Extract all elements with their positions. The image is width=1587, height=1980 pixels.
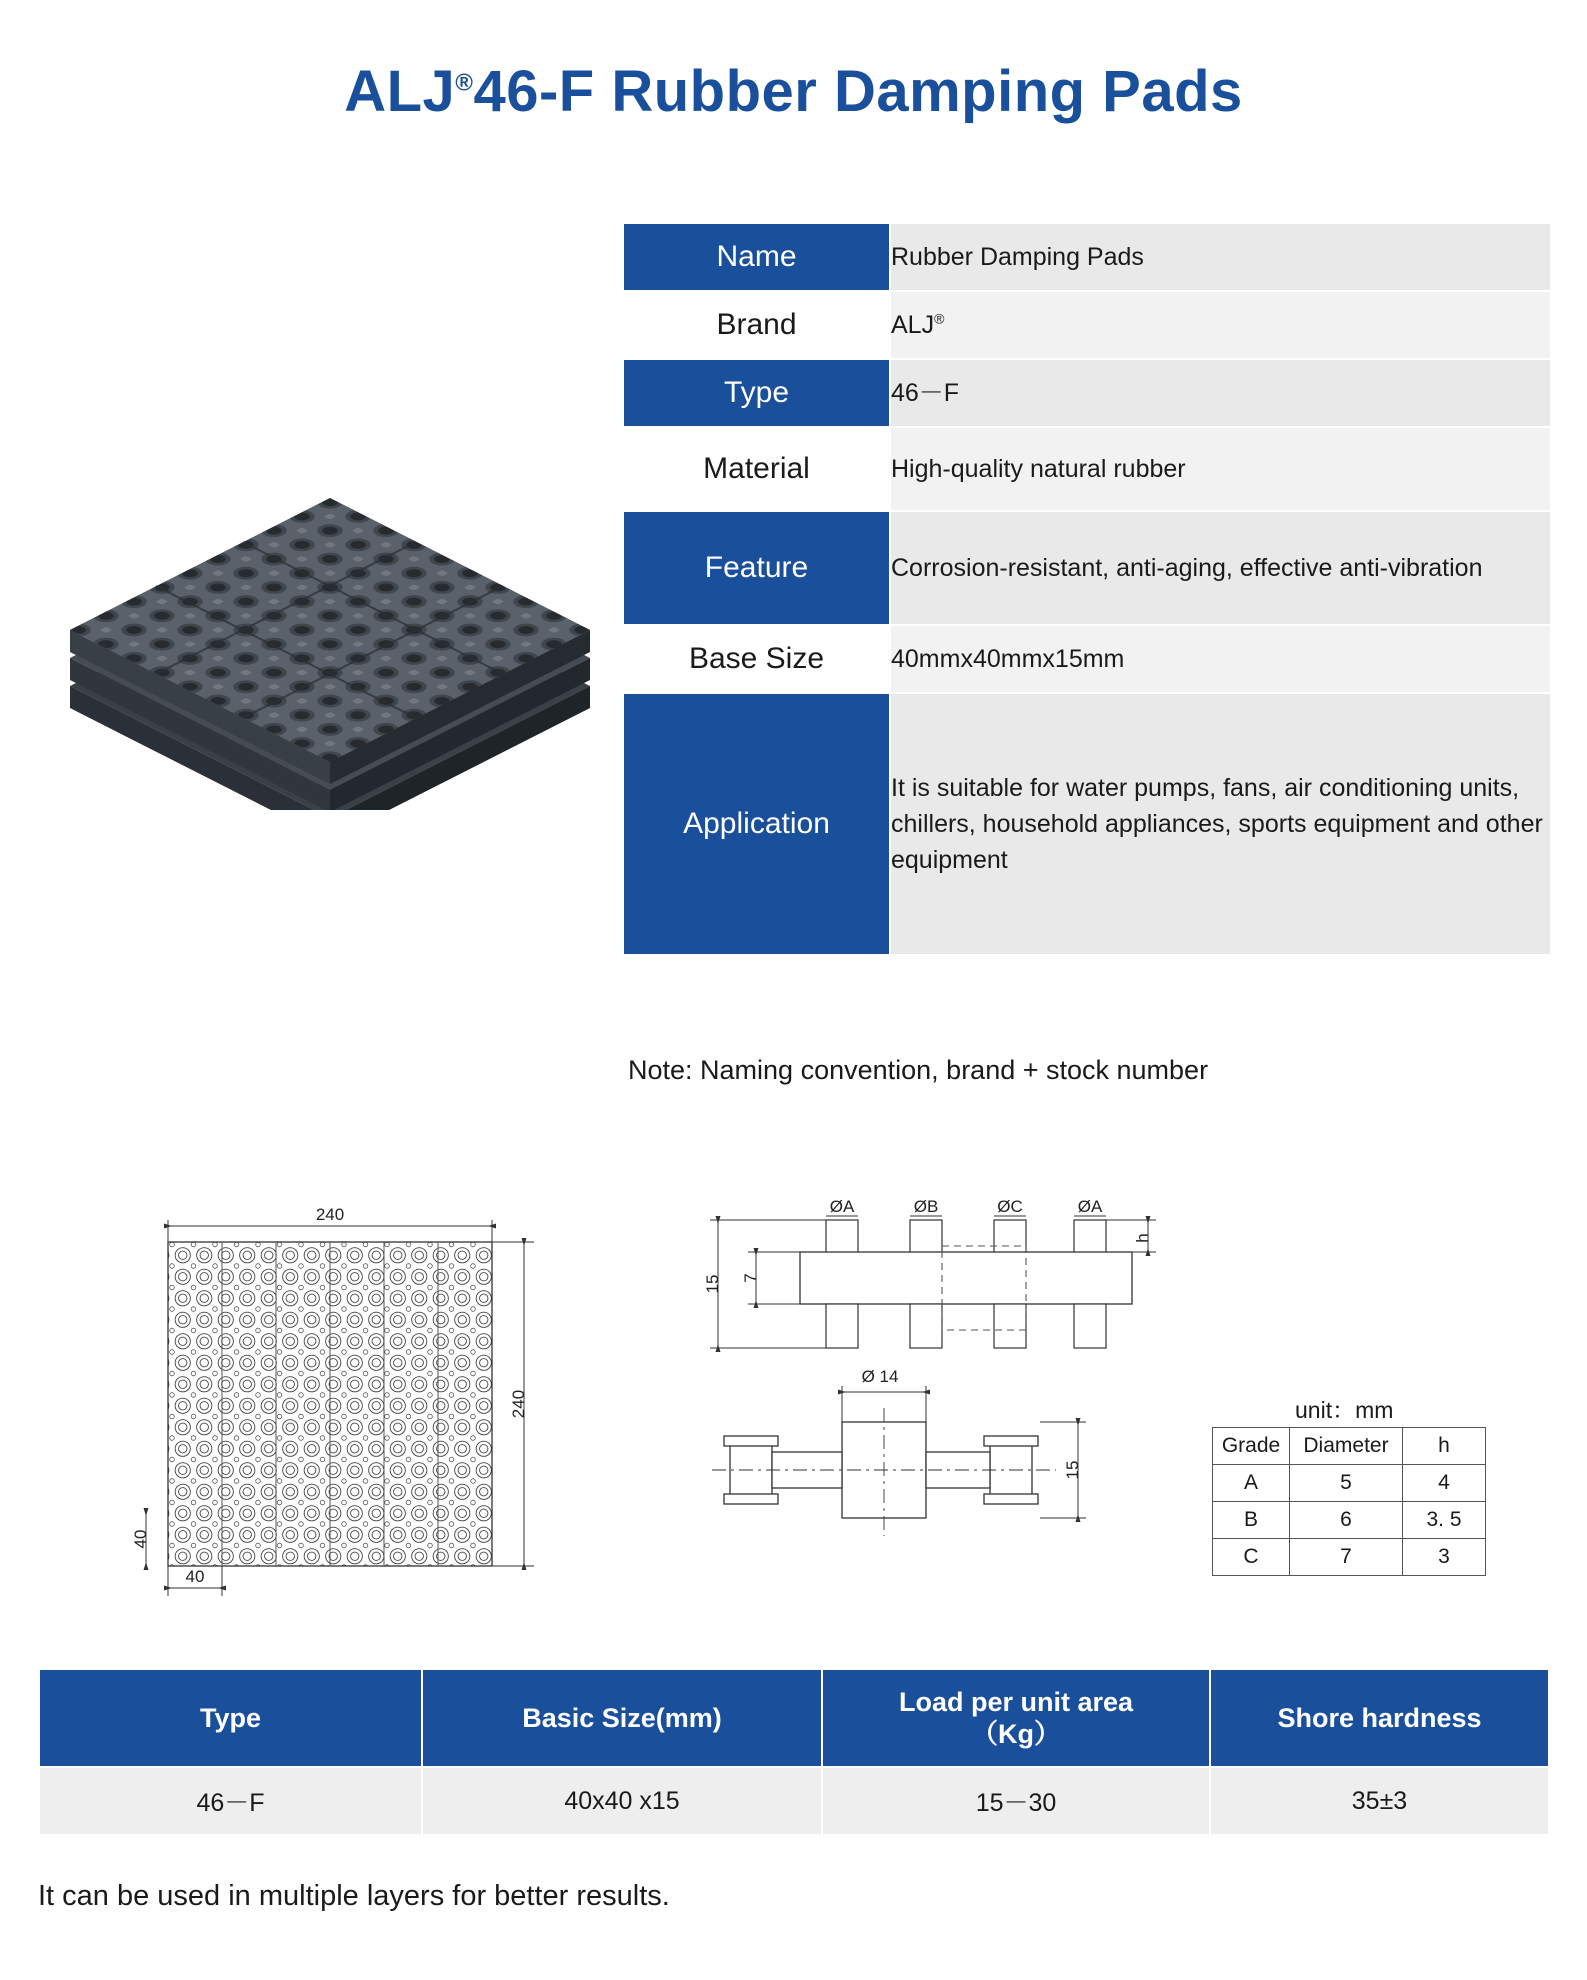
dim-dia-a: ØA bbox=[829, 1197, 855, 1216]
dim-top-240: 240 bbox=[315, 1205, 345, 1224]
product-photo bbox=[40, 380, 620, 810]
spec-value-type: 46－F bbox=[890, 359, 1551, 427]
bottom-header-load-line2: （Kg） bbox=[971, 1719, 1061, 1749]
bottom-header-basic-size: Basic Size(mm) bbox=[422, 1669, 822, 1767]
table-row bbox=[1213, 1465, 1486, 1502]
spec-value-name: Rubber Damping Pads bbox=[890, 223, 1551, 291]
registered-mark-icon: ® bbox=[934, 310, 945, 327]
dim-right-240: 240 bbox=[509, 1389, 528, 1419]
spec-value-material: High-quality natural rubber bbox=[890, 427, 1551, 511]
dim-left-40: 40 bbox=[131, 1529, 150, 1549]
grade-cell-diameter: 6 bbox=[1290, 1502, 1403, 1539]
spec-value-base-size: 40mmx40mmx15mm bbox=[890, 625, 1551, 693]
dim-bottom-40: 40 bbox=[185, 1567, 205, 1586]
bottom-table-header-row bbox=[39, 1669, 1549, 1767]
table-row bbox=[1213, 1539, 1486, 1576]
dim-h: h bbox=[1133, 1233, 1152, 1243]
dim-dia-b: ØB bbox=[913, 1197, 939, 1216]
spec-row-feature bbox=[623, 511, 1551, 625]
grade-cell-h: 4 bbox=[1403, 1465, 1486, 1502]
dim-thickness-15: 15 bbox=[703, 1274, 722, 1294]
spec-value-feature: Corrosion-resistant, anti-aging, effective anti-vibration bbox=[890, 511, 1551, 625]
bottom-header-shore-hardness: Shore hardness bbox=[1210, 1669, 1549, 1767]
title-brand: ALJ bbox=[344, 59, 456, 124]
spec-row-brand bbox=[623, 291, 1551, 359]
grade-cell-diameter: 5 bbox=[1290, 1465, 1403, 1502]
grade-table bbox=[1212, 1427, 1486, 1576]
page-title bbox=[0, 58, 1587, 125]
registered-mark-icon: ® bbox=[455, 69, 474, 97]
product-photo-illustration bbox=[40, 380, 620, 810]
specification-table bbox=[622, 222, 1552, 956]
bottom-cell-type: 46－F bbox=[39, 1767, 422, 1835]
spec-row-type bbox=[623, 359, 1551, 427]
bottom-cell-load: 15－30 bbox=[822, 1767, 1210, 1835]
dim-dia-a2: ØA bbox=[1077, 1197, 1103, 1216]
title-rest: 46-F Rubber Damping Pads bbox=[473, 59, 1243, 124]
spec-label-name: Name bbox=[623, 223, 890, 291]
spec-label-brand: Brand bbox=[623, 291, 890, 359]
product-parameters-table bbox=[38, 1668, 1550, 1836]
spec-value-brand-text: ALJ bbox=[891, 310, 935, 339]
grade-header-grade: Grade bbox=[1213, 1428, 1290, 1465]
spec-row-application bbox=[623, 693, 1551, 955]
dim-dia-c: ØC bbox=[997, 1197, 1023, 1216]
grade-cell-h: 3. 5 bbox=[1403, 1502, 1486, 1539]
dim-thickness-7: 7 bbox=[741, 1273, 760, 1283]
spec-value-brand bbox=[890, 291, 1551, 359]
footer-note: It can be used in multiple layers for better results. bbox=[38, 1880, 670, 1912]
spec-row-material bbox=[623, 427, 1551, 511]
spec-label-feature: Feature bbox=[623, 511, 890, 625]
bottom-header-type: Type bbox=[39, 1669, 422, 1767]
grade-cell-diameter: 7 bbox=[1290, 1539, 1403, 1576]
spec-label-material: Material bbox=[623, 427, 890, 511]
spec-value-application: It is suitable for water pumps, fans, air conditioning units, chillers, household appliances, sports equipment and other equipment bbox=[890, 693, 1551, 955]
spec-row-name bbox=[623, 223, 1551, 291]
bottom-header-load-line1: Load per unit area bbox=[898, 1686, 1134, 1717]
bottom-cell-basic-size: 40x40 x15 bbox=[422, 1767, 822, 1835]
spec-label-type: Type bbox=[623, 359, 890, 427]
table-row bbox=[1213, 1502, 1486, 1539]
grade-header-h: h bbox=[1403, 1428, 1486, 1465]
grade-cell-grade: A bbox=[1213, 1465, 1290, 1502]
spec-label-application: Application bbox=[623, 693, 890, 955]
unit-label: unit：mm bbox=[1295, 1397, 1394, 1423]
bottom-header-load bbox=[822, 1669, 1210, 1767]
dim-side-15: 15 bbox=[1063, 1460, 1082, 1480]
spec-row-base-size bbox=[623, 625, 1551, 693]
grade-cell-h: 3 bbox=[1403, 1539, 1486, 1576]
grade-cell-grade: B bbox=[1213, 1502, 1290, 1539]
bottom-cell-shore-hardness: 35±3 bbox=[1210, 1767, 1549, 1835]
spec-label-base-size: Base Size bbox=[623, 625, 890, 693]
table-row bbox=[39, 1767, 1549, 1835]
grade-header-diameter: Diameter bbox=[1290, 1428, 1403, 1465]
grade-table-header-row bbox=[1213, 1428, 1486, 1465]
dim-dia-14: Ø 14 bbox=[861, 1367, 899, 1386]
naming-note: Note: Naming convention, brand + stock number bbox=[628, 1055, 1209, 1085]
grade-cell-grade: C bbox=[1213, 1539, 1290, 1576]
